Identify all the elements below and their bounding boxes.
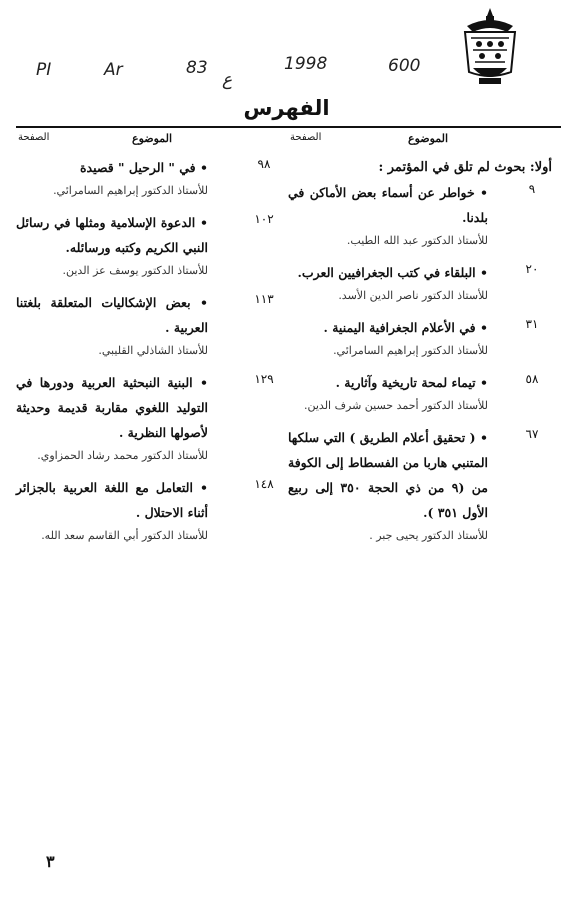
entry-topic: • ( تحقيق أعلام الطريق ) التي سلكها المتنبي هاربا من الفسطاط إلى الكوفة من (٩ من ذي الحجة ٣٥٠ إلى ربيع الأول ٣٥١ ). <box>288 430 488 520</box>
entry-page-number: ١٠٢ <box>254 212 274 226</box>
page-header-left: الصفحة <box>18 132 50 143</box>
entry-author: للأستاذ الدكتور عبد الله الطيب. <box>346 234 488 247</box>
entry-page-number: ٥٨ <box>525 372 539 386</box>
entry-author: للأستاذ الشاذلي القليبي. <box>98 344 208 357</box>
entry-author: للأستاذ الدكتور ناصر الدين الأسد. <box>338 289 488 302</box>
header-rule <box>16 126 561 128</box>
page-title: الفهرس <box>243 96 330 120</box>
entry-page-number: ٩٨ <box>257 157 271 171</box>
handwritten-mark: ع <box>222 70 233 90</box>
toc-entry <box>288 425 552 547</box>
topic-header-left: الموضوع <box>132 132 173 145</box>
topic-header-right: الموضوع <box>408 132 449 145</box>
entry-page-number: ١٤٨ <box>254 477 274 491</box>
section-heading: أولا: بحوث لم تلق في المؤتمر : <box>378 160 552 175</box>
entry-page-number: ١٢٩ <box>254 372 274 386</box>
handwritten-mark: Ar <box>104 60 123 80</box>
ornament-emblem-icon <box>455 6 525 88</box>
toc-entry <box>16 370 284 467</box>
entry-topic: • خواطر عن أسماء بعض الأماكن في بلدنا. <box>288 185 488 225</box>
entry-topic: • البلقاء في كتب الجغرافيين العرب. <box>297 265 488 280</box>
entry-author: للأستاذ الدكتور أبي القاسم سعد الله. <box>41 529 208 542</box>
toc-entry <box>288 260 552 307</box>
toc-right-column <box>288 155 552 555</box>
page-header-right: الصفحة <box>290 132 322 143</box>
entry-topic: • بعض الإشكاليات المتعلقة بلغتنا العربية . <box>16 295 208 335</box>
toc-entry <box>16 475 284 547</box>
entry-author: للأستاذ الدكتور أحمد حسين شرف الدين. <box>303 399 488 412</box>
toc-entry <box>288 370 552 417</box>
entry-topic: • البنية النبحثية العربية ودورها في التوليد اللغوي مقاربة قديمة وحديثة لأصولها النظرية . <box>16 375 208 440</box>
toc-entry <box>16 155 284 202</box>
entry-topic: • الدعوة الإسلامية ومثلها في رسائل النبي الكريم وكتبه ورسائله. <box>16 215 208 255</box>
handwritten-mark: 83 <box>186 58 208 78</box>
toc-entry <box>16 210 284 282</box>
handwritten-mark: 600 <box>388 56 421 76</box>
entry-page-number: ٩ <box>528 182 536 196</box>
entry-page-number: ١١٣ <box>254 292 274 306</box>
handwritten-mark: 1998 <box>284 54 328 74</box>
entry-author: للأستاذ الدكتور محمد رشاد الحمزاوي. <box>37 449 208 462</box>
entry-author: للأستاذ الدكتور يوسف عز الدين. <box>62 264 208 277</box>
toc-entry <box>288 315 552 362</box>
entry-topic: • تيماء لمحة تاريخية وآثارية . <box>335 375 488 390</box>
entry-topic: • في " الرحيل " قصيدة <box>79 160 208 175</box>
entry-topic: • التعامل مع اللغة العربية بالجزائر أثناء الاحتلال . <box>16 480 208 520</box>
entry-author: للأستاذ الدكتور إبراهيم السامرائي. <box>333 344 488 357</box>
entry-topic: • في الأعلام الجغرافية اليمنية . <box>323 320 488 335</box>
entry-page-number: ٣١ <box>525 317 539 331</box>
toc-entry <box>16 290 284 362</box>
toc-entry <box>288 180 552 252</box>
entry-author: للأستاذ الدكتور يحيى جبر . <box>369 529 488 542</box>
toc-left-column <box>16 155 284 555</box>
handwritten-mark: PI <box>36 60 52 80</box>
page-number: ٣ <box>46 852 55 871</box>
entry-page-number: ٦٧ <box>525 427 539 441</box>
entry-author: للأستاذ الدكتور إبراهيم السامرائي. <box>53 184 208 197</box>
entry-page-number: ٢٠ <box>525 262 539 276</box>
